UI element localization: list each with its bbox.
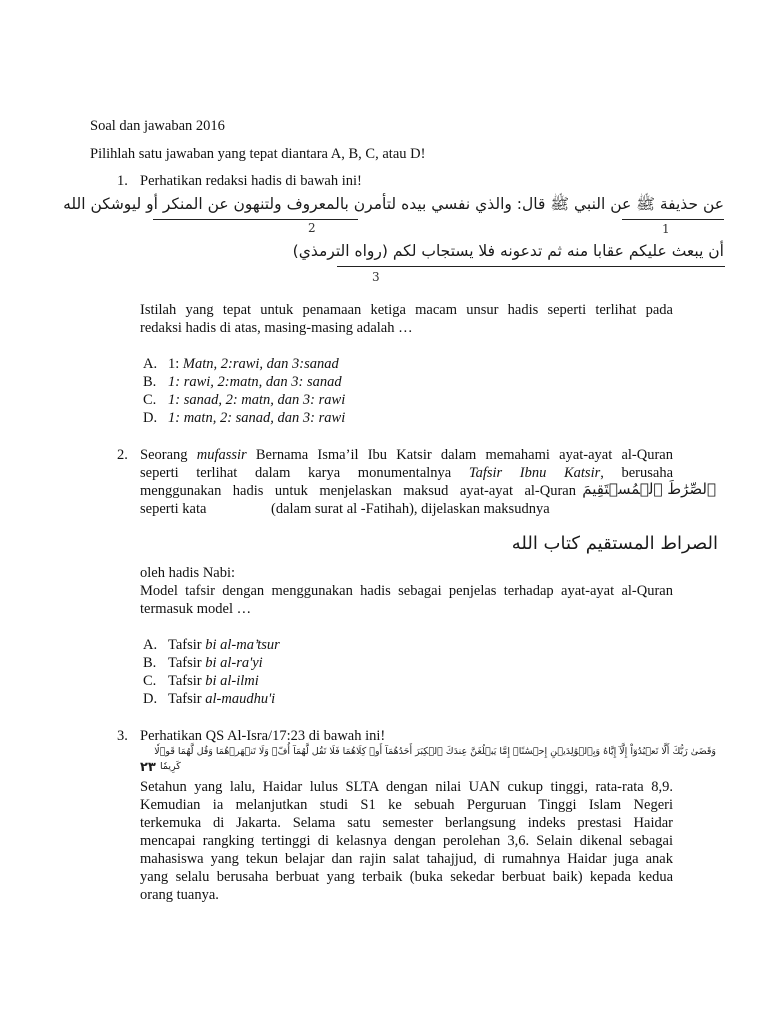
option-text: 1: rawi, 2:matn, dan 3: sanad <box>168 374 342 390</box>
arabic-hadith-line-2: أن يبعث عليكم عقابا منه ثم تدعونه فلا يستجاب لكم (رواه الترمذي) <box>292 242 724 260</box>
paragraph-line: mahasiswa yang tekun belajar dan rajin salat tahajjud, di rumahnya Haidar juga anak <box>140 851 673 867</box>
handwritten-mark-2: 2 <box>308 221 316 235</box>
option-letter: D. <box>143 410 158 426</box>
option-text: Tafsir bi al-ma’tsur <box>168 637 280 653</box>
option-letter: C. <box>143 392 157 408</box>
question-stem-line: Model tafsir dengan menggunakan hadis sebagai penjelas terhadap ayat-ayat al-Quran <box>140 583 673 599</box>
question-stem-line: menggunakan hadis untuk menjelaskan maksud ayat-ayat al-Quran <box>140 483 576 499</box>
question-prompt: Perhatikan QS Al-Isra/17:23 di bawah ini! <box>140 728 386 744</box>
option-text: 1: matn, 2: sanad, dan 3: rawi <box>168 410 346 426</box>
paragraph-line: Setahun yang lalu, Haidar lulus SLTA dengan nilai UAN cukup tinggi, rata-rata 8,9. <box>140 779 673 795</box>
paragraph-line: yang selalu berusaha berbuat yang terbaik (buka sekedar berbuat baik) kepada kedua <box>140 869 673 885</box>
option-text: 1: Matn, 2:rawi, dan 3:sanad <box>168 356 339 372</box>
question-stem-line: termasuk model … <box>140 601 252 617</box>
option-text: 1: sanad, 2: matn, dan 3: rawi <box>168 392 346 408</box>
underline-sanad <box>622 219 724 220</box>
underline-matn-2 <box>337 266 725 267</box>
question-stem-line: redaksi hadis di atas, masing-masing adalah … <box>140 320 413 336</box>
question-stem-line: oleh hadis Nabi: <box>140 565 236 581</box>
option-letter: B. <box>143 374 157 390</box>
question-stem-line: (dalam surat al -Fatihah), dijelaskan maksudnya <box>271 501 550 517</box>
underline-matn <box>153 219 358 220</box>
option-text: Tafsir bi al-ra'yi <box>168 655 263 671</box>
paragraph-line: Kemudian ia melanjutkan studi S1 ke sebuah Perguruan Tinggi Islam Negeri <box>140 797 673 813</box>
question-prompt: Perhatikan redaksi hadis di bawah ini! <box>140 173 362 189</box>
option-letter: A. <box>143 637 158 653</box>
question-number: 3. <box>117 728 128 744</box>
option-text: Tafsir al-maudhu'i <box>168 691 276 707</box>
arabic-hadith-quote: الصراط المستقيم كتاب الله <box>511 533 718 554</box>
option-letter: C. <box>143 673 157 689</box>
arabic-quran-word: ٱلصِّرَٰطَ ٱلۡمُسۡتَقِيمَ <box>582 480 716 498</box>
option-text: Tafsir bi al-ilmi <box>168 673 259 689</box>
handwritten-mark-3: 3 <box>372 270 380 284</box>
verse-number: ٢٣ <box>140 760 156 775</box>
question-stem-line: seperti terlihat dalam karya monumentalnya Tafsir Ibnu Katsir, berusaha <box>140 465 674 481</box>
document-title: Soal dan jawaban 2016 <box>90 118 225 134</box>
question-stem-line: seperti kata <box>140 501 207 517</box>
arabic-hadith-line-1: عن حذيفة ﷺ عن النبي ﷺ قال: والذي نفسي بيده لتأمرن بالمعروف ولتنهون عن المنكر أو ليوشكن الله <box>63 195 724 213</box>
question-number: 1. <box>117 173 128 189</box>
handwritten-mark-1: 1 <box>662 222 670 236</box>
question-number: 2. <box>117 447 128 463</box>
paragraph-line: mencapai rangking tertinggi di kelasnya dengan perolehan 3,6. Selain dikenal sebagai <box>140 833 673 849</box>
option-letter: A. <box>143 356 158 372</box>
instruction-text: Pilihlah satu jawaban yang tepat diantara A, B, C, atau D! <box>90 146 426 162</box>
paragraph-line: orang tuanya. <box>140 887 219 903</box>
question-stem-line: Istilah yang tepat untuk penamaan ketiga macam unsur hadis seperti terlihat pada <box>140 302 673 318</box>
option-letter: D. <box>143 691 158 707</box>
arabic-verse-line: وَقَضَىٰ رَبُّكَ أَلَّا تَعۡبُدُوٓاْ إِلَّآ إِيَّاهُ وَبِٱلۡوَٰلِدَيۡنِ إِحۡسَٰنًاۚ إِمَّا يَبۡلُغَنَّ عِندَكَ ٱلۡكِبَرَ أَحَدُهُمَآ أَوۡ كِلَاهُمَا فَلَا تَقُل لَّهُمَآ أُفّٖ وَلَا تَنۡهَرۡهُمَا وَقُل لَّهُمَا قَوۡلٗا <box>154 746 716 757</box>
question-stem-line: Seorang mufassir Bernama Isma’il Ibu Katsir dalam memahami ayat-ayat al-Quran <box>140 447 673 463</box>
paragraph-line: terkemuka di Jakarta. Selama satu semester berlangsung indeks prestasi Haidar <box>140 815 673 831</box>
arabic-verse-end: كَرِيمٗا <box>160 761 181 772</box>
option-letter: B. <box>143 655 157 671</box>
